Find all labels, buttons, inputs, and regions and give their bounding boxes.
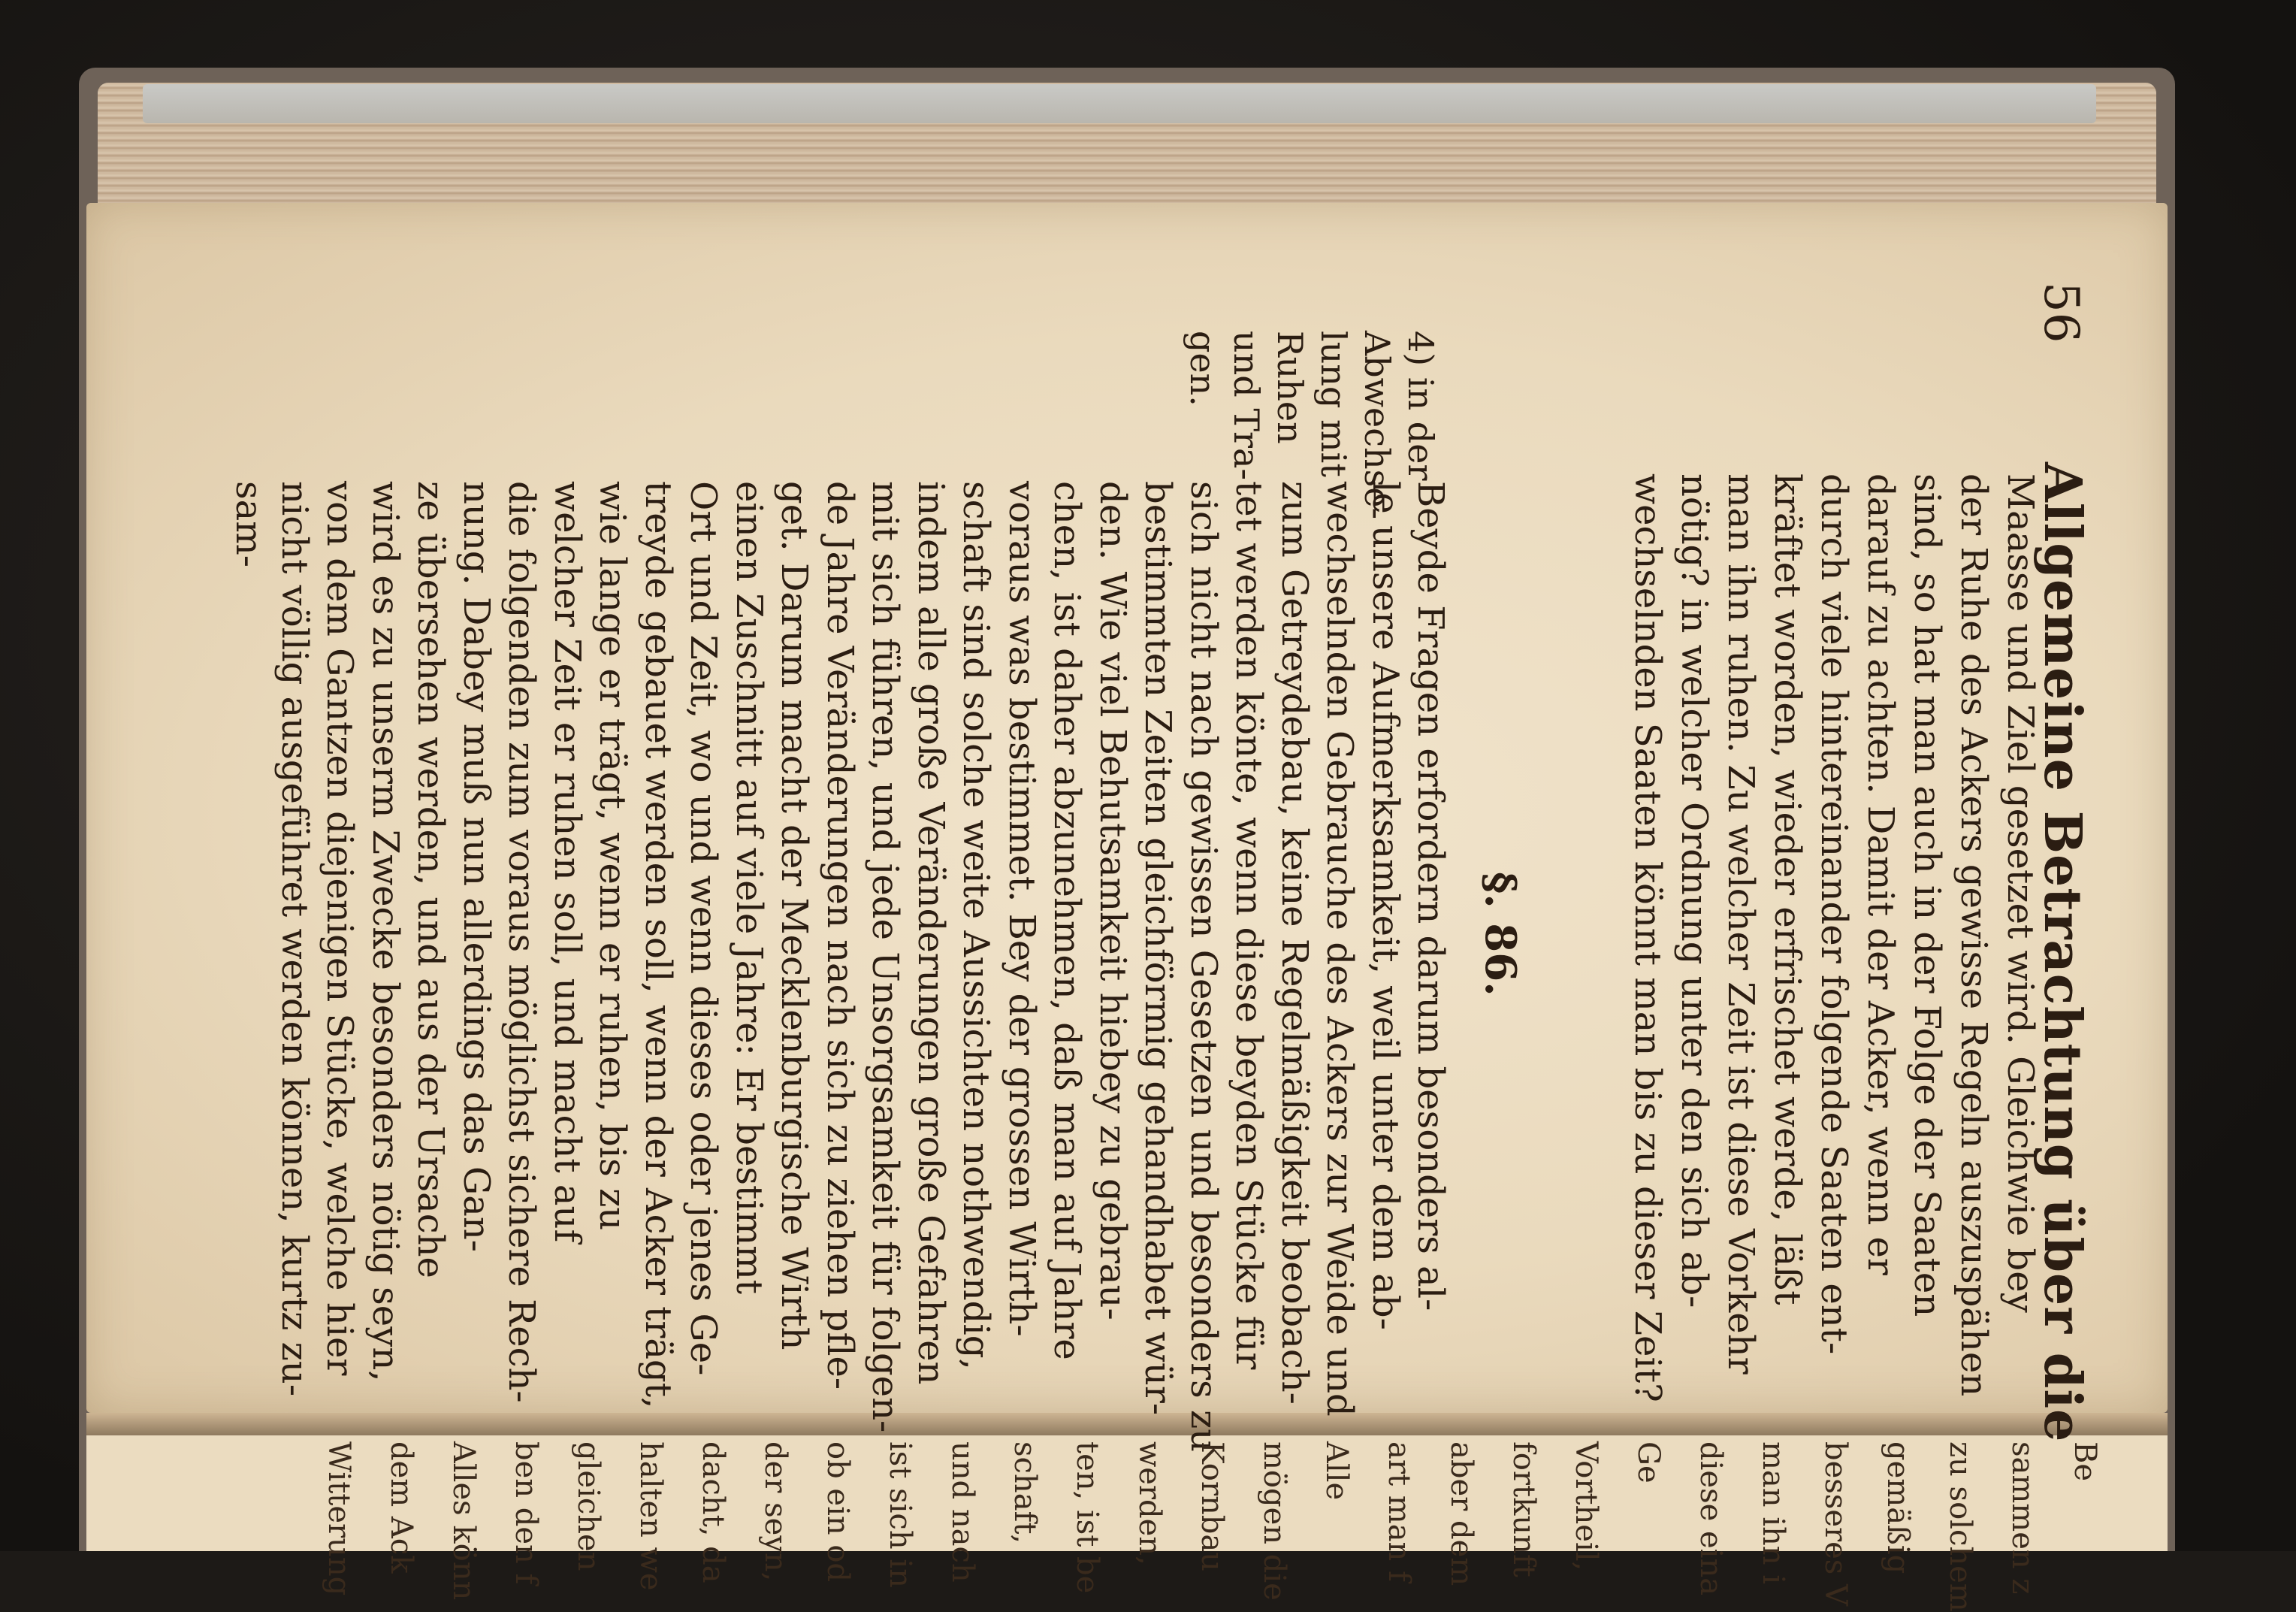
book-gutter	[86, 1413, 2168, 1435]
text-line: nung. Dabey muß nun allerdings das Gan-	[455, 481, 497, 1252]
text-line: chen, ist daher abzunehmen, daß man auf Jahre	[1046, 481, 1088, 1360]
next-page-fragment: aber dem	[1444, 1441, 1479, 1586]
text-line: Maasse und Ziel gesetzet wird. Gleichwie bey	[1999, 473, 2041, 1313]
next-page-fragment: Be	[2068, 1441, 2102, 1482]
text-line: sich nicht nach gewissen Gesetzen und besonders zu	[1182, 481, 1225, 1453]
page-number: 56	[2033, 282, 2089, 343]
text-line: wird es zu unserm Zwecke besonders nötig seyn,	[364, 481, 406, 1382]
text-line: bestimmten Zeiten gleichförmig gehandhabet wür-	[1137, 481, 1179, 1416]
text-line: man ihn ruhen. Zu welcher Zeit ist diese Vorkehr	[1720, 473, 1762, 1375]
next-page-fragment: Vortheil,	[1569, 1441, 1603, 1571]
next-page-fragment: ten, ist be	[1070, 1441, 1104, 1594]
text-line: tet werden könte, wenn diese beyden Stücke für	[1228, 481, 1270, 1370]
section-heading: §. 86.	[1476, 872, 1525, 997]
next-page-fragment: fortkunft	[1506, 1441, 1541, 1577]
next-page-fragment: dacht, da	[696, 1441, 730, 1583]
text-line: zum Getreydebau, keine Regelmäßigkeit beobach-	[1273, 481, 1316, 1405]
next-page-fragment: werden,	[1132, 1441, 1167, 1565]
text-line: die folgenden zum voraus möglichst sichere Rech-	[500, 481, 542, 1403]
next-page-fragment: ist sich in	[883, 1441, 917, 1588]
next-page-fragment: gemäßig	[1881, 1441, 1915, 1574]
text-line: nötig? in welcher Ordnung unter den sich ab-	[1673, 473, 1715, 1308]
margin-note: und Tra-	[1226, 331, 1267, 480]
text-line: voraus was bestimmet. Bey der grossen Wirth-	[1000, 481, 1043, 1337]
next-page-fragment: halten we	[633, 1441, 668, 1591]
next-page-fragment: mögen die	[1257, 1441, 1292, 1601]
text-line: treyde gebauet werden soll, wenn der Acker trägt,	[636, 481, 679, 1409]
text-line: get. Darum macht der Mecklenburgische Wirth	[773, 481, 815, 1350]
next-page-fragment: gleichen	[571, 1441, 606, 1571]
next-page-fragment: art man f	[1382, 1441, 1416, 1582]
text-line: Ort und Zeit, wo und wenn dieses oder jenes Ge-	[682, 481, 724, 1376]
next-page-fragment: zu solchem	[1943, 1441, 1977, 1612]
next-page-fragment: sammen z	[2005, 1441, 2040, 1595]
text-line: indem alle große Veränderungen große Gefahren	[909, 481, 952, 1385]
text-line: sam-	[228, 481, 270, 567]
text-line: sind, so hat man auch in der Folge der Saaten	[1906, 473, 1948, 1317]
next-page-fragment: und nach	[945, 1441, 980, 1583]
margin-note: Abwechse-	[1357, 331, 1397, 520]
next-page-fragment: Alle	[1319, 1441, 1354, 1501]
text-line: mit sich führen, und jede Unsorgsamkeit für folgen-	[864, 481, 906, 1433]
text-line: wechselnden Saaten könnt man bis zu dieser Zeit?	[1627, 473, 1669, 1402]
next-page-fragment: Alles könn	[446, 1441, 481, 1601]
next-page-fragment: der seyn,	[758, 1441, 793, 1582]
text-line: ze übersehen werden, und aus der Ursache	[409, 481, 452, 1278]
text-line: de Jahre Veränderungen nach sich zu ziehen pfle-	[818, 481, 861, 1390]
text-line: kräftet worden, wieder erfrischet werde, läßt	[1766, 473, 1808, 1305]
text-line: darauf zu achten. Damit der Acker, wenn er	[1859, 473, 1902, 1275]
next-page-fragment: ben den f	[509, 1441, 543, 1585]
text-line: den. Wie viel Behutsamkeit hiebey zu gebrau-	[1091, 481, 1134, 1320]
text-line: wechselnden Gebrauche des Ackers zur Weide und	[1319, 481, 1361, 1417]
next-page-fragment: dem Ack	[384, 1441, 418, 1574]
running-head: Allgemeine Betrachtung über die	[2032, 462, 2092, 1443]
text-line: einen Zuschnitt auf viele Jahre: Er bestimmt	[727, 481, 770, 1295]
text-line: wie lange er trägt, wenn er ruhen, bis zu	[591, 481, 633, 1231]
next-page-fragment: Kornbau	[1195, 1441, 1229, 1571]
next-page-fragment: man ihn i	[1756, 1441, 1790, 1585]
text-line: nicht völlig ausgeführet werden können, kurtz zu-	[273, 481, 316, 1397]
next-page-fragment: Ge	[1631, 1441, 1666, 1483]
margin-note: Ruhen	[1270, 331, 1310, 444]
margin-note: gen.	[1183, 331, 1223, 407]
next-page-fragment: Witterung	[322, 1441, 356, 1596]
text-line: schaft sind solche weite Aussichten nothwendig,	[955, 481, 997, 1370]
next-page-fragment: schaft,	[1008, 1441, 1042, 1544]
text-line: Beyde Fragen erfordern darum besonders al-	[1409, 481, 1452, 1311]
next-page-fragment: besseres V	[1818, 1441, 1853, 1606]
text-line: welcher Zeit er ruhen soll, und macht auf	[545, 481, 588, 1243]
text-line: durch viele hintereinander folgende Saaten ent-	[1813, 473, 1855, 1355]
margin-note: lung mit	[1313, 331, 1354, 477]
text-line: von dem Gantzen diejenigen Stücke, welche hier	[319, 481, 361, 1376]
page-edges	[98, 83, 2156, 210]
margin-note: 4) in der	[1400, 331, 1441, 481]
next-page-fragment: ob ein od	[820, 1441, 855, 1583]
text-line: le unsere Aufmerksamkeit, weil unter dem ab-	[1364, 481, 1406, 1330]
next-page-fragment: diese eina	[1693, 1441, 1728, 1596]
text-line: der Ruhe des Ackers gewisse Regeln auszuspähen	[1953, 473, 1995, 1397]
